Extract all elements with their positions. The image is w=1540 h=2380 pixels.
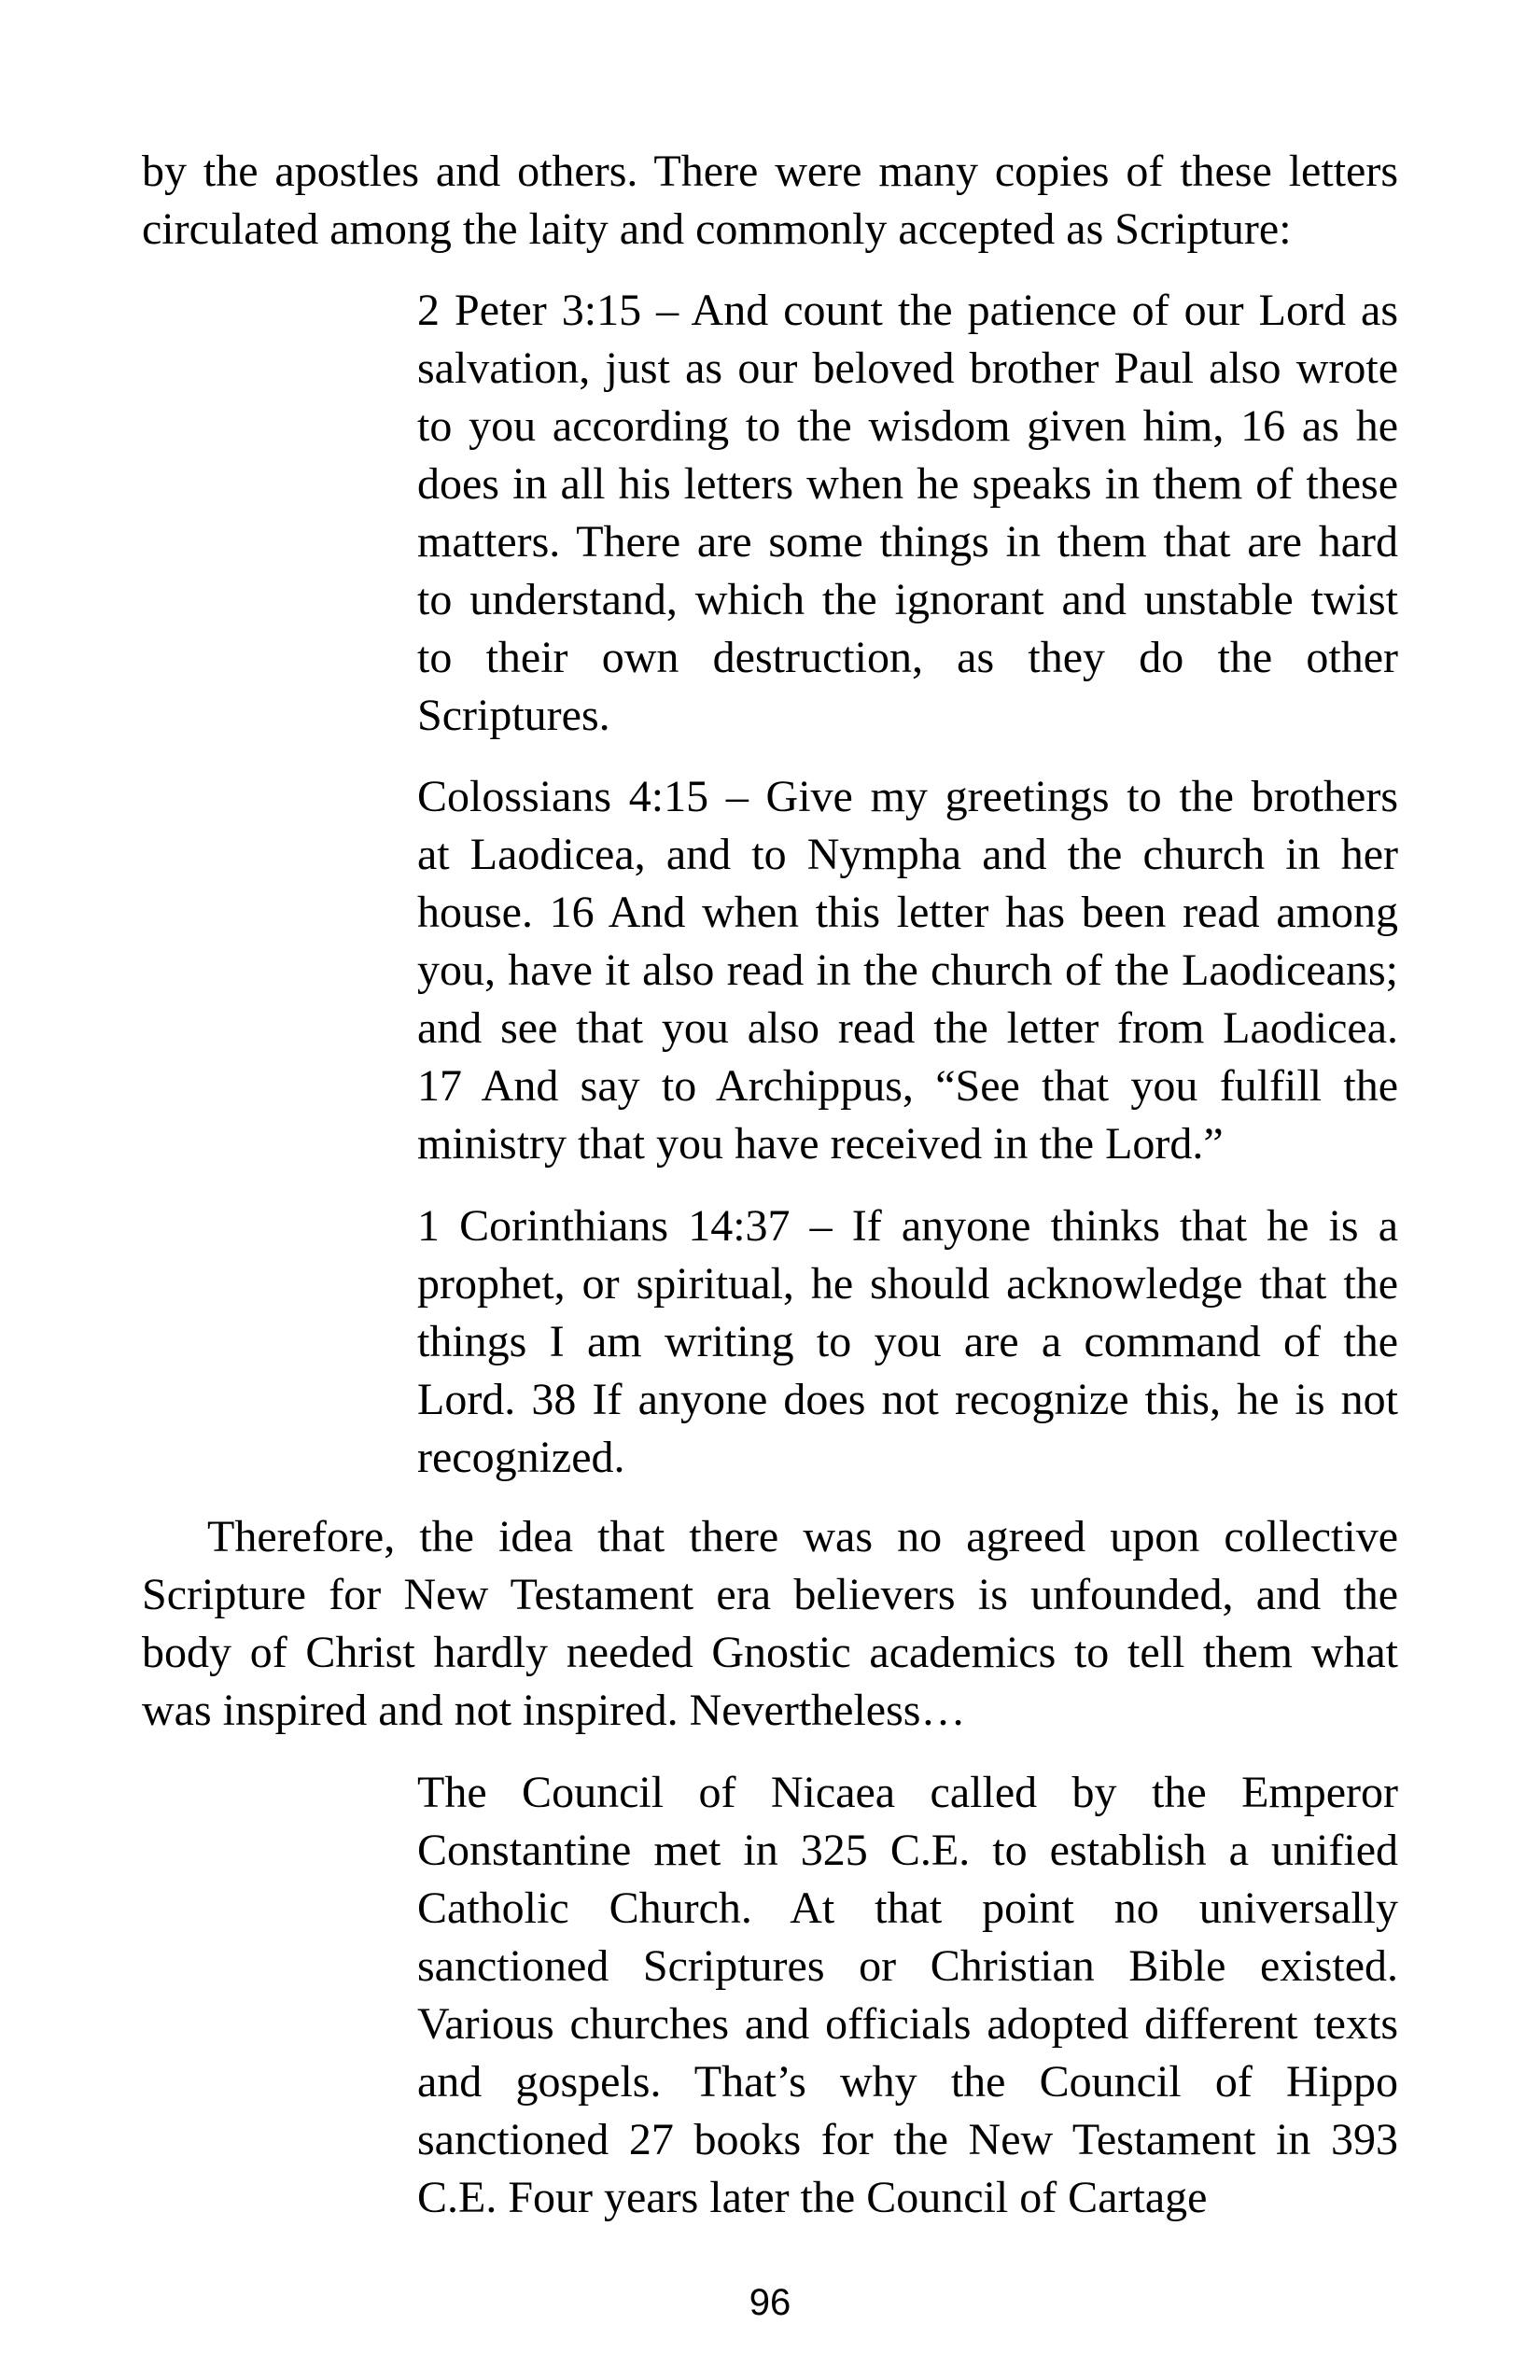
text-line: Various churches and officials adopted different texts: [417, 1999, 1398, 2049]
text-line: at Laodicea, and to Nympha and the church in her: [417, 830, 1398, 879]
block-quote-colossians: [417, 768, 1398, 1173]
text-line: Lord. 38 If anyone does not recognize this, he is not: [417, 1375, 1398, 1424]
block-quote-2-peter: [417, 282, 1398, 745]
text-line: Colossians 4:15 – Give my greetings to the brothers: [417, 772, 1398, 821]
text-line: recognized.: [417, 1433, 625, 1482]
therefore-paragraph: [142, 1508, 1398, 1740]
text-line: by the apostles and others. There were many copies of these letters: [142, 147, 1398, 196]
text-line: and gospels. That’s why the Council of Hippo: [417, 2057, 1398, 2107]
text-line: to understand, which the ignorant and unstable twist: [417, 575, 1398, 624]
text-line: 1 Corinthians 14:37 – If anyone thinks that he is a: [417, 1201, 1398, 1251]
text-line: ministry that you have received in the Lord.”: [417, 1119, 1224, 1169]
text-line: house. 16 And when this letter has been read among: [417, 888, 1398, 937]
intro-paragraph: [142, 143, 1398, 259]
text-line: to you according to the wisdom given him, 16 as he: [417, 401, 1398, 451]
text-line: was inspired and not inspired. Nevertheless…: [142, 1686, 966, 1735]
text-line: does in all his letters when he speaks in them of these: [417, 459, 1398, 509]
text-line: to their own destruction, as they do the other: [417, 633, 1398, 682]
text-line: things I am writing to you are a command of the: [417, 1317, 1398, 1366]
text-line: Catholic Church. At that point no universally: [417, 1883, 1398, 1933]
text-line: C.E. Four years later the Council of Cartage: [417, 2173, 1208, 2222]
text-line: 2 Peter 3:15 – And count the patience of our Lord as: [417, 286, 1398, 335]
text-line: Scriptures.: [417, 691, 610, 740]
text-line: you, have it also read in the church of the Laodiceans;: [417, 945, 1398, 995]
text-line: body of Christ hardly needed Gnostic academics to tell them what: [142, 1628, 1398, 1677]
text-line: The Council of Nicaea called by the Emperor: [417, 1768, 1398, 1817]
block-quote-1-corinthians: [417, 1197, 1398, 1487]
page-number: 96: [749, 2282, 791, 2323]
text-line: Constantine met in 325 C.E. to establish a unified: [417, 1826, 1398, 1875]
text-line: sanctioned 27 books for the New Testament in 393: [417, 2115, 1398, 2164]
text-line: Scripture for New Testament era believers is unfounded, and the: [142, 1570, 1398, 1619]
text-line: matters. There are some things in them that are hard: [417, 517, 1398, 567]
text-line: prophet, or spiritual, he should acknowledge that the: [417, 1259, 1398, 1309]
text-line: Therefore, the idea that there was no agreed upon collective: [207, 1512, 1398, 1561]
text-line: circulated among the laity and commonly accepted as Scripture:: [142, 204, 1292, 254]
text-line: sanctioned Scriptures or Christian Bible existed.: [417, 1941, 1398, 1991]
block-quote-council-of-nicaea: [417, 1764, 1398, 2227]
text-line: salvation, just as our beloved brother Paul also wrote: [417, 343, 1398, 393]
text-line: 17 And say to Archippus, “See that you fulfill the: [417, 1061, 1398, 1111]
text-line: and see that you also read the letter from Laodicea.: [417, 1003, 1398, 1053]
